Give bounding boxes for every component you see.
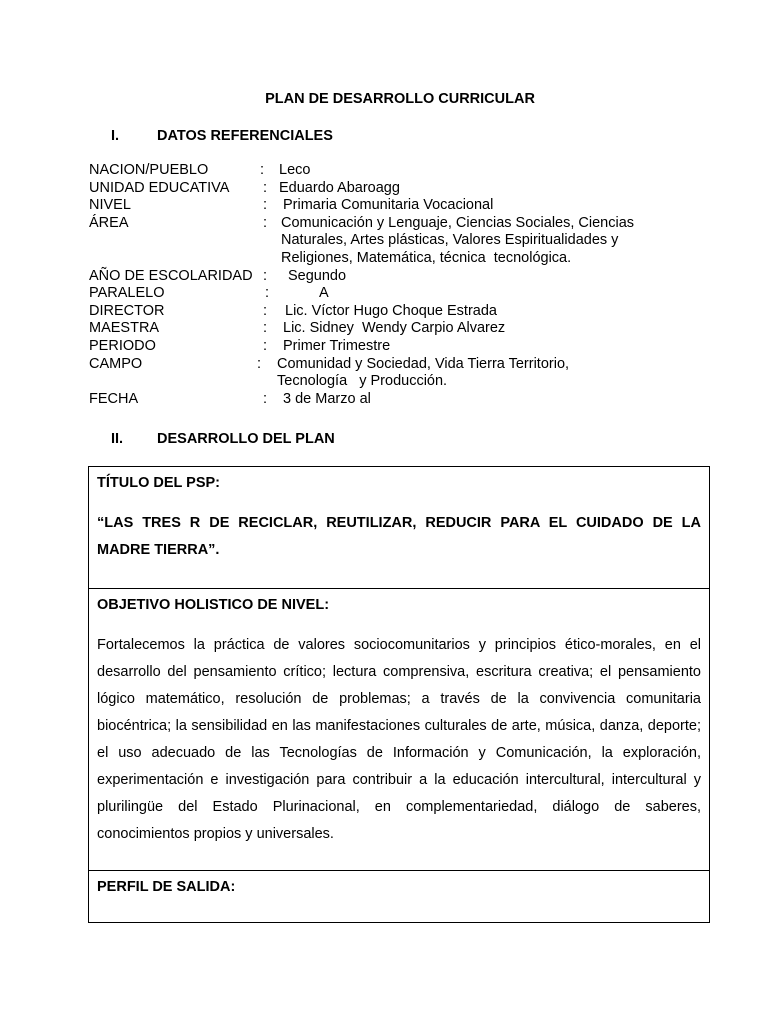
datos-row-campo	[89, 356, 709, 391]
datos-colon: :	[263, 267, 268, 284]
datos-row-unidad	[89, 180, 709, 198]
cell-perfil-salida	[89, 871, 709, 922]
psp-title-text: “LAS TRES R DE RECICLAR, REUTILIZAR, REDUCIR PARA EL CUIDADO DE LA MADRE TIERRA”.	[97, 515, 701, 558]
datos-value: Primaria Comunitaria Vocacional	[283, 197, 494, 214]
datos-label: CAMPO	[89, 355, 143, 372]
datos-colon: :	[263, 197, 268, 214]
datos-row-fecha	[89, 391, 709, 409]
datos-value: Lic. Víctor Hugo Choque Estrada	[285, 302, 497, 319]
perfil-heading: PERFIL DE SALIDA:	[97, 879, 236, 895]
datos-value: Comunidad y Sociedad, Vida Tierra Territorio, Tecnología y Producción.	[277, 355, 570, 390]
datos-label: PARALELO	[89, 285, 165, 302]
datos-label: MAESTRA	[89, 320, 160, 337]
datos-row-director	[89, 303, 709, 321]
document-title: PLAN DE DESARROLLO CURRICULAR	[265, 91, 535, 107]
datos-value: Eduardo Abaroagg	[279, 179, 400, 196]
datos-colon: :	[257, 355, 262, 372]
datos-colon: :	[260, 162, 265, 178]
datos-list	[89, 162, 709, 408]
psp-heading: TÍTULO DEL PSP:	[97, 475, 220, 491]
datos-row-maestra	[89, 320, 709, 338]
datos-row-paralelo	[89, 285, 709, 303]
datos-colon: :	[265, 285, 270, 302]
datos-row-anio	[89, 268, 709, 286]
datos-colon: :	[263, 179, 268, 196]
section-number: I.	[111, 128, 120, 144]
datos-label: ÁREA	[89, 214, 129, 231]
section-heading: DATOS REFERENCIALES	[157, 128, 333, 144]
datos-colon: :	[263, 302, 268, 319]
section-desarrollo-del-plan	[111, 431, 335, 447]
datos-value: Primer Trimestre	[283, 337, 391, 354]
datos-label: DIRECTOR	[89, 302, 165, 319]
datos-colon: :	[263, 320, 268, 337]
section-number: II.	[111, 431, 124, 447]
datos-row-area	[89, 215, 709, 268]
datos-row-nivel	[89, 197, 709, 215]
datos-value: Comunicación y Lenguaje, Ciencias Sociales, Ciencias Naturales, Artes plásticas, Valores Espiritualidades y Religiones, Matemática, técnica tecnológica.	[281, 214, 635, 266]
cell-titulo-psp	[89, 467, 709, 589]
datos-label: PERIODO	[89, 337, 156, 354]
datos-row-nacion	[89, 162, 709, 180]
datos-label: FECHA	[89, 390, 139, 407]
datos-label: AÑO DE ESCOLARIDAD	[89, 267, 253, 284]
datos-label: NIVEL	[89, 197, 131, 214]
objetivo-text: Fortalecemos la práctica de valores sociocomunitarios y principios ético-morales, en el desarrollo del pensamiento crítico; lectura comprensiva, escritura creativa; el pensamiento lógico matemático, resolución de problemas; a través de la convivencia comunitaria biocéntrica; la sensibilidad en las manifestaciones culturales de arte, música, danza, deporte; el uso adecuado de las Tecnologías de Información y Comunicación, la exploración, experimentación e investigación para contribuir a la educación intercultural, intercultural y plurilingüe del Estado Plurinacional, en complementariedad, diálogo de saberes, conocimientos propios y universales.	[97, 637, 701, 842]
section-heading: DESARROLLO DEL PLAN	[157, 431, 335, 447]
cell-objetivo-holistico	[89, 589, 709, 871]
datos-colon: :	[263, 214, 268, 231]
datos-label: UNIDAD EDUCATIVA	[89, 179, 230, 196]
plan-table	[88, 466, 710, 923]
section-datos-referenciales	[111, 128, 333, 144]
datos-row-periodo	[89, 338, 709, 356]
datos-colon: :	[263, 337, 268, 354]
datos-value: Lic. Sidney Wendy Carpio Alvarez	[283, 320, 506, 337]
objetivo-heading: OBJETIVO HOLISTICO DE NIVEL:	[97, 597, 330, 613]
datos-value: A	[319, 285, 329, 302]
datos-value: Segundo	[288, 267, 347, 284]
datos-value: 3 de Marzo al	[283, 390, 371, 407]
datos-label: NACION/PUEBLO	[89, 162, 209, 178]
datos-value: Leco	[279, 162, 311, 178]
datos-colon: :	[263, 390, 268, 407]
